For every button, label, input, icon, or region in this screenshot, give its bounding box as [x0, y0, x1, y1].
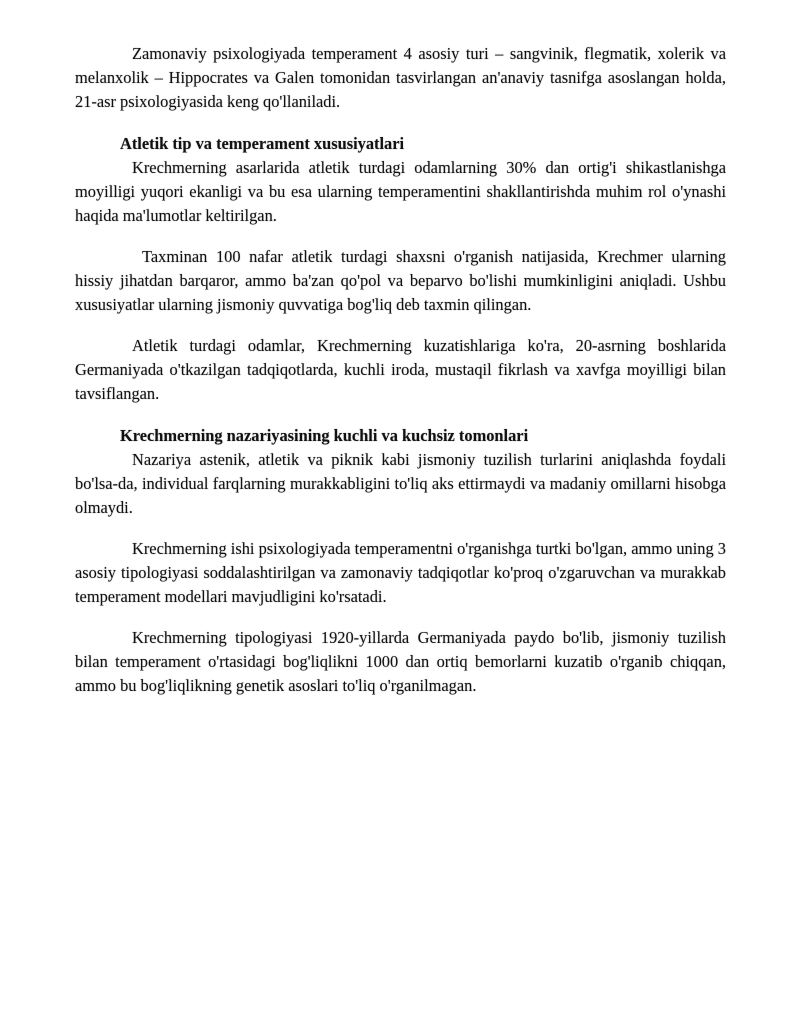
paragraph-intro: Zamonaviy psixologiyada temperament 4 asosiy turi – sangvinik, flegmatik, xolerik va melanxolik – Hippocrates va Galen tomonidan tasvirlangan an'anaviy tasnifga asoslangan holda, 21-asr psixologiyasida keng qo'llaniladi.	[75, 44, 726, 111]
document-body	[75, 42, 726, 698]
paragraph-study-results: Taxminan 100 nafar atletik turdagi shaxsni o'rganish natijasida, Krechmer ularning hissiy jihatdan barqaror, ammo ba'zan qo'pol va beparvo bo'lishi mumkinligini aniqladi. Ushbu xususiyatlar ularning jismoniy quvvatiga bog'liq deb taxmin qilingan.	[75, 247, 726, 314]
section-heading-athletic-type: Atletik tip va temperament xususiyatlari	[120, 134, 405, 153]
paragraph-research-impact: Krechmerning ishi psixologiyada temperamentni o'rganishga turtki bo'lgan, ammo uning 3 asosiy tipologiyasi soddalashtirilgan va zamonaviy tadqiqotlar ko'proq o'zgaruvchan va murakkab temperament modellari mavjudligini ko'rsatadi.	[75, 539, 726, 606]
section-heading-strengths-weaknesses: Krechmerning nazariyasining kuchli va kuchsiz tomonlari	[120, 426, 529, 445]
paragraph-injury-tendency: Krechmerning asarlarida atletik turdagi odamlarning 30% dan ortig'i shikastlanishga moyilligi yuqori ekanligi va bu esa ularning temperamentini shakllantirishda muhim rol o'ynashi haqida ma'lumotlar keltirilgan.	[75, 158, 726, 225]
paragraph-athletic-observations: Atletik turdagi odamlar, Krechmerning kuzatishlariga ko'ra, 20-asrning boshlarida Germaniyada o'tkazilgan tadqiqotlarda, kuchli iroda, mustaqil fikrlash va xavfga moyilligi bilan tavsiflangan.	[75, 336, 726, 403]
paragraph-theory-limitations: Nazariya astenik, atletik va piknik kabi jismoniy tuzilish turlarini aniqlashda foydali bo'lsa-da, individual farqlarning murakkabligini to'liq aks ettirmaydi va madaniy omillarni hisobga olmaydi.	[75, 450, 726, 517]
paragraph-typology-origins: Krechmerning tipologiyasi 1920-yillarda Germaniyada paydo bo'lib, jismoniy tuzilish bilan temperament o'rtasidagi bog'liqlikni 1000 dan ortiq bemorlarni kuzatib o'rganib chiqqan, ammo bu bog'liqlikning genetik asoslari to'liq o'rganilmagan.	[75, 628, 726, 695]
